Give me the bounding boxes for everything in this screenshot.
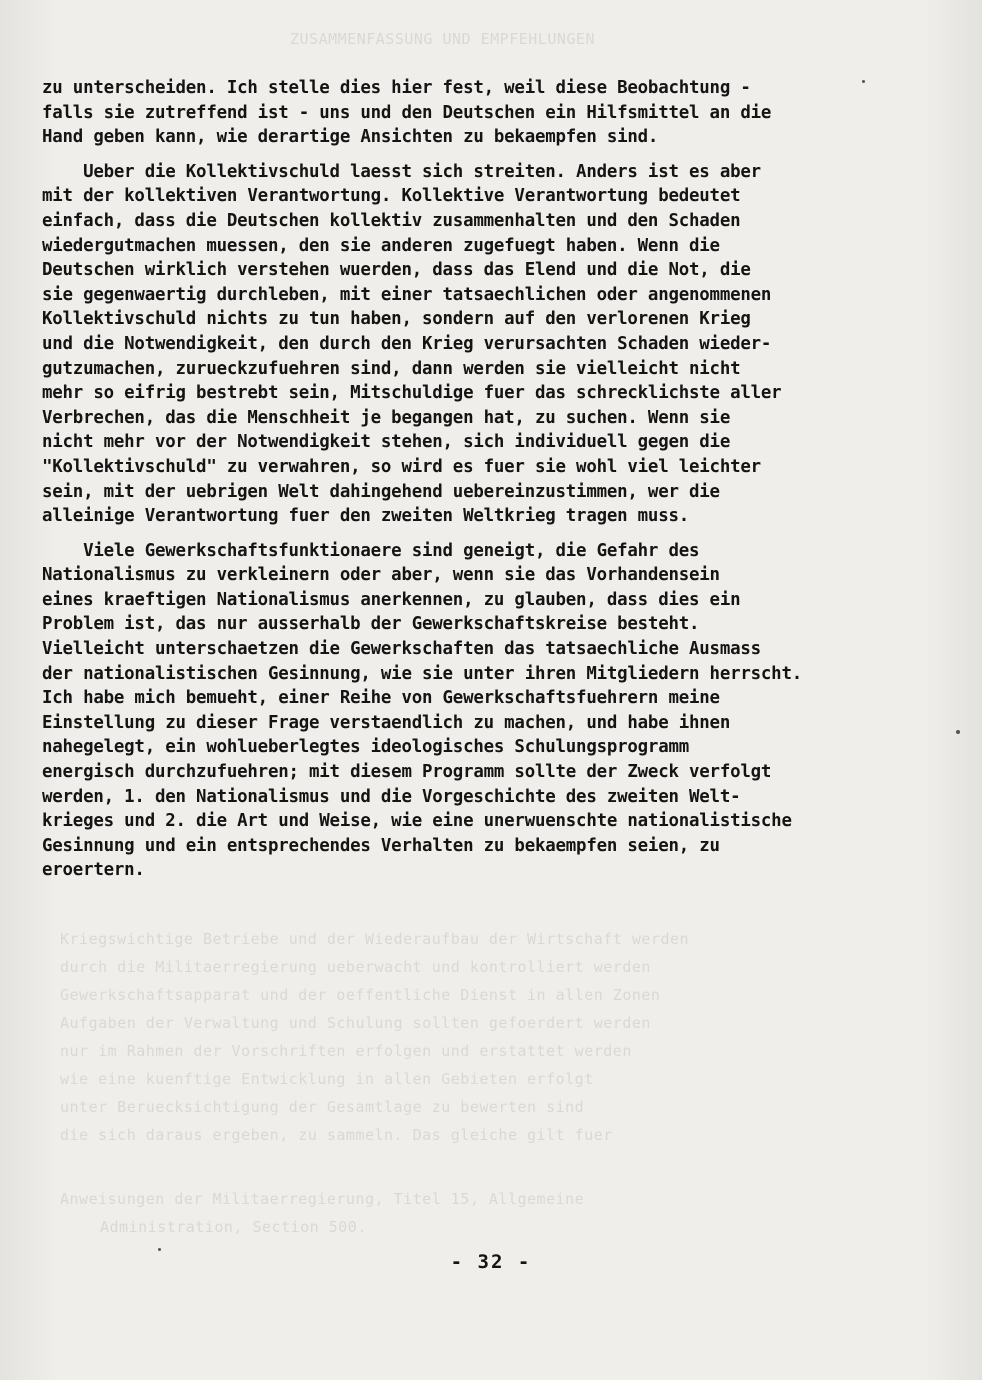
text-line: werden, 1. den Nationalismus und die Vorgeschichte des zweiten Welt-	[42, 786, 741, 807]
text-line: Vielleicht unterschaetzen die Gewerkschaften das tatsaechliche Ausmass	[42, 639, 761, 660]
paragraph	[42, 539, 922, 883]
text-line: einfach, dass die Deutschen kollektiv zusammenhalten und den Schaden	[42, 210, 741, 231]
document-page: ZUSAMMENFASSUNG UND EMPFEHLUNGEN Kriegswichtige Betriebe und der Wiederaufbau der Wirtschaft werden durch die Militaerregierung ueberwacht und kontrolliert werden Gewerkschaftsapparat und der oeffentliche Dienst in allen Zonen Aufgaben der Verwaltung und Schulung sollten gefoerdert werden nur im Rahmen der Vorschriften erfolgen und erstattet werden wie eine kuenftige Entwicklung in allen Gebieten erfolgt unter Beruecksichtigung der Gesamtlage zu bewerten sind die sich daraus ergeben, zu sammeln. Das gleiche gilt fuer Anweisungen der Militaerregierung, Titel 15, Allgemeine Administration, Section 500. zu unterscheiden. Ich stelle dies hier fest, weil diese Beobachtung - falls sie zutreffend ist - uns und den Deutschen ein Hilfsmittel an die Hand geben kann, wie derartige Ansichten zu bekaempfen sind. Ueber die Kollektivschuld laesst sich streiten. Anders ist es aber mit der kollektiven Verantwortung. Kollektive Verantwortung bedeutet einfach, dass die Deutschen kollektiv zusammenhalten und den Schaden wiedergutmachen muessen, den sie anderen zugefuegt haben. Wenn die Deutschen wirklich verstehen wuerden, dass das Elend und die Not, die sie gegenwaertig durchleben, mit einer tatsaechlichen oder angenommenen Kollektivschuld nichts zu tun haben, sondern auf den verlorenen Krieg und die Notwendigkeit, den durch den Krieg verursachten Schaden wieder- gutzumachen, zurueckzufuehren sind, dann werden sie vielleicht nicht mehr so eifrig bestrebt sein, Mitschuldige fuer das schrecklichste aller Verbrechen, das die Menschheit je begangen hat, zu suchen. Wenn sie nicht mehr vor der Notwendigkeit stehen, sich individuell gegen die "Kollektivschuld" zu verwahren, so wird es fuer sie wohl viel leichter sein, mit der uebrigen Welt dahingehend uebereinzustimmen, wer die alleinige Verantwortung fuer den zweiten Weltkrieg tragen muss. Viele Gewerkschaftsfunktionaere sind geneigt, die Gefahr des Nationalismus zu verkleinern oder aber, wenn sie das Vorhandensein eines kraeftigen Nationalismus anerkennen, zu glauben, dass dies ein Problem ist, das nur ausserhalb der Gewerkschaftskreise besteht. Vielleicht unterschaetzen die Gewerkschaften das tatsaechliche Ausmass der nationalistischen Gesinnung, wie sie unter ihren Mitgliedern herrscht. Ich habe mich bemueht, einer Reihe von Gewerkschaftsfuehrern meine Einstellung zu dieser Frage verstaendlich zu machen, und habe ihnen nahegelegt, ein wohlueberlegtes ideologisches Schulungsprogramm energisch durchzufuehren; mit diesem Programm sollte der Zweck verfolgt werden, 1. den Nationalismus und die Vorgeschichte des zweiten Welt- krieges und 2. die Art und Weise, wie eine unerwuenschte nationalistische Gesinnung und ein entsprechendes Verhalten zu bekaempfen seien, zu eroertern. - 32 -	[0, 0, 982, 1380]
text-line: "Kollektivschuld" zu verwahren, so wird es fuer sie wohl viel leichter	[42, 456, 761, 477]
text-line: Hand geben kann, wie derartige Ansichten zu bekaempfen sind.	[42, 127, 659, 148]
text-line: eines kraeftigen Nationalismus anerkennen, zu glauben, dass dies ein	[42, 589, 741, 610]
text-line: Deutschen wirklich verstehen wuerden, dass das Elend und die Not, die	[42, 260, 751, 281]
text-line: mit der kollektiven Verantwortung. Kollektive Verantwortung bedeutet	[42, 186, 741, 207]
text-line: Gesinnung und ein entsprechendes Verhalten zu bekaempfen seien, zu	[42, 835, 720, 856]
text-line: wiedergutmachen muessen, den sie anderen zugefuegt haben. Wenn die	[42, 235, 720, 256]
text-line: falls sie zutreffend ist - uns und den Deutschen ein Hilfsmittel an die	[42, 102, 772, 123]
text-line: der nationalistischen Gesinnung, wie sie unter ihren Mitgliedern herrscht.	[42, 663, 802, 684]
text-line: Ueber die Kollektivschuld laesst sich streiten. Anders ist es aber	[42, 161, 761, 182]
text-line: Verbrechen, das die Menschheit je begangen hat, zu suchen. Wenn sie	[42, 407, 731, 428]
text-line: eroertern.	[42, 860, 145, 881]
text-line: sein, mit der uebrigen Welt dahingehend uebereinzustimmen, wer die	[42, 481, 720, 502]
dust-speck	[956, 730, 960, 734]
text-line: Ich habe mich bemueht, einer Reihe von Gewerkschaftsfuehrern meine	[42, 688, 720, 709]
paragraph	[42, 160, 922, 529]
text-line: zu unterscheiden. Ich stelle dies hier fest, weil diese Beobachtung -	[42, 78, 751, 98]
text-line: nicht mehr vor der Notwendigkeit stehen, sich individuell gegen die	[42, 432, 731, 453]
text-line: energisch durchzufuehren; mit diesem Programm sollte der Zweck verfolgt	[42, 762, 772, 783]
text-line: mehr so eifrig bestrebt sein, Mitschuldige fuer das schrecklichste aller	[42, 383, 782, 404]
text-line: Einstellung zu dieser Frage verstaendlich zu machen, und habe ihnen	[42, 712, 731, 733]
text-line: alleinige Verantwortung fuer den zweiten Weltkrieg tragen muss.	[42, 506, 690, 527]
text-line: Viele Gewerkschaftsfunktionaere sind geneigt, die Gefahr des	[42, 540, 700, 561]
text-line: Kollektivschuld nichts zu tun haben, sondern auf den verlorenen Krieg	[42, 309, 751, 330]
paragraph	[42, 76, 922, 150]
text-line: nahegelegt, ein wohlueberlegtes ideologisches Schulungsprogramm	[42, 737, 690, 758]
text-line: krieges und 2. die Art und Weise, wie eine unerwuenschte nationalistische	[42, 811, 792, 832]
typewritten-body	[42, 76, 922, 883]
page-number: - 32 -	[450, 1251, 532, 1273]
text-line: gutzumachen, zurueckzufuehren sind, dann werden sie vielleicht nicht	[42, 358, 741, 379]
text-line: und die Notwendigkeit, den durch den Krieg verursachten Schaden wieder-	[42, 333, 772, 354]
text-line: Nationalismus zu verkleinern oder aber, wenn sie das Vorhandensein	[42, 565, 720, 586]
text-line: Problem ist, das nur ausserhalb der Gewerkschaftskreise besteht.	[42, 614, 700, 635]
text-line: sie gegenwaertig durchleben, mit einer tatsaechlichen oder angenommenen	[42, 284, 772, 305]
